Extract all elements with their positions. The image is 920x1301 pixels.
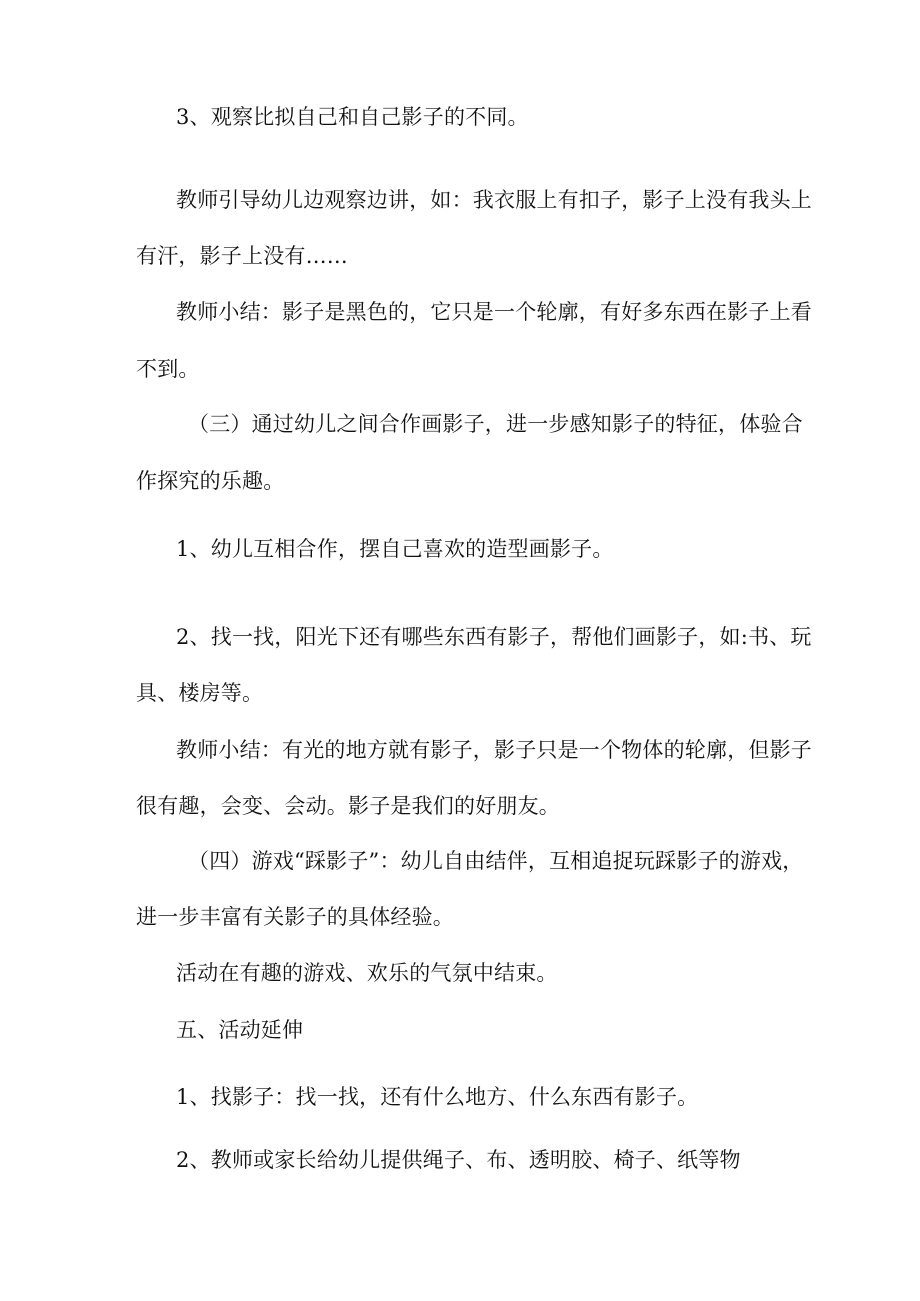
text-line: 1、找影子：找一找，还有什么地方、什么东西有影子。	[176, 1085, 699, 1109]
text-line: 3、观察比拟自己和自己影子的不同。	[176, 105, 529, 129]
text-line: 2、教师或家长给幼儿提供绳子、布、透明胶、椅子、纸等物	[176, 1148, 741, 1172]
text-line: 进一步丰富有关影子的具体经验。	[136, 905, 454, 929]
text-line: 教师小结：影子是黑色的，它只是一个轮廓，有好多东西在影子上看	[176, 300, 812, 324]
text-line: 作探究的乐趣。	[136, 469, 285, 493]
text-line: 教师引导幼儿边观察边讲，如：我衣服上有扣子，影子上没有我头上	[176, 188, 812, 212]
text-line: 活动在有趣的游戏、欢乐的气氛中结束。	[176, 961, 558, 985]
text-line: 不到。	[136, 357, 200, 381]
text-line: 1、幼儿互相合作，摆自己喜欢的造型画影子。	[176, 537, 614, 561]
text-line: 具、楼房等。	[136, 681, 264, 705]
text-line: （三）通过幼儿之间合作画影子，进一步感知影子的特征，体验合	[188, 412, 803, 436]
text-line: 教师小结：有光的地方就有影子，影子只是一个物体的轮廓，但影子	[176, 738, 812, 762]
text-line: 很有趣，会变、会动。影子是我们的好朋友。	[136, 794, 560, 818]
text-line: 2、找一找，阳光下还有哪些东西有影子，帮他们画影子，如:书、玩	[176, 625, 812, 649]
text-line: 五、活动延伸	[176, 1018, 304, 1042]
text-line: （四）游戏“踩影子”：幼儿自由结伴，互相追捉玩踩影子的游戏，	[188, 849, 804, 873]
text-line: 有汗，影子上没有……	[136, 244, 348, 268]
